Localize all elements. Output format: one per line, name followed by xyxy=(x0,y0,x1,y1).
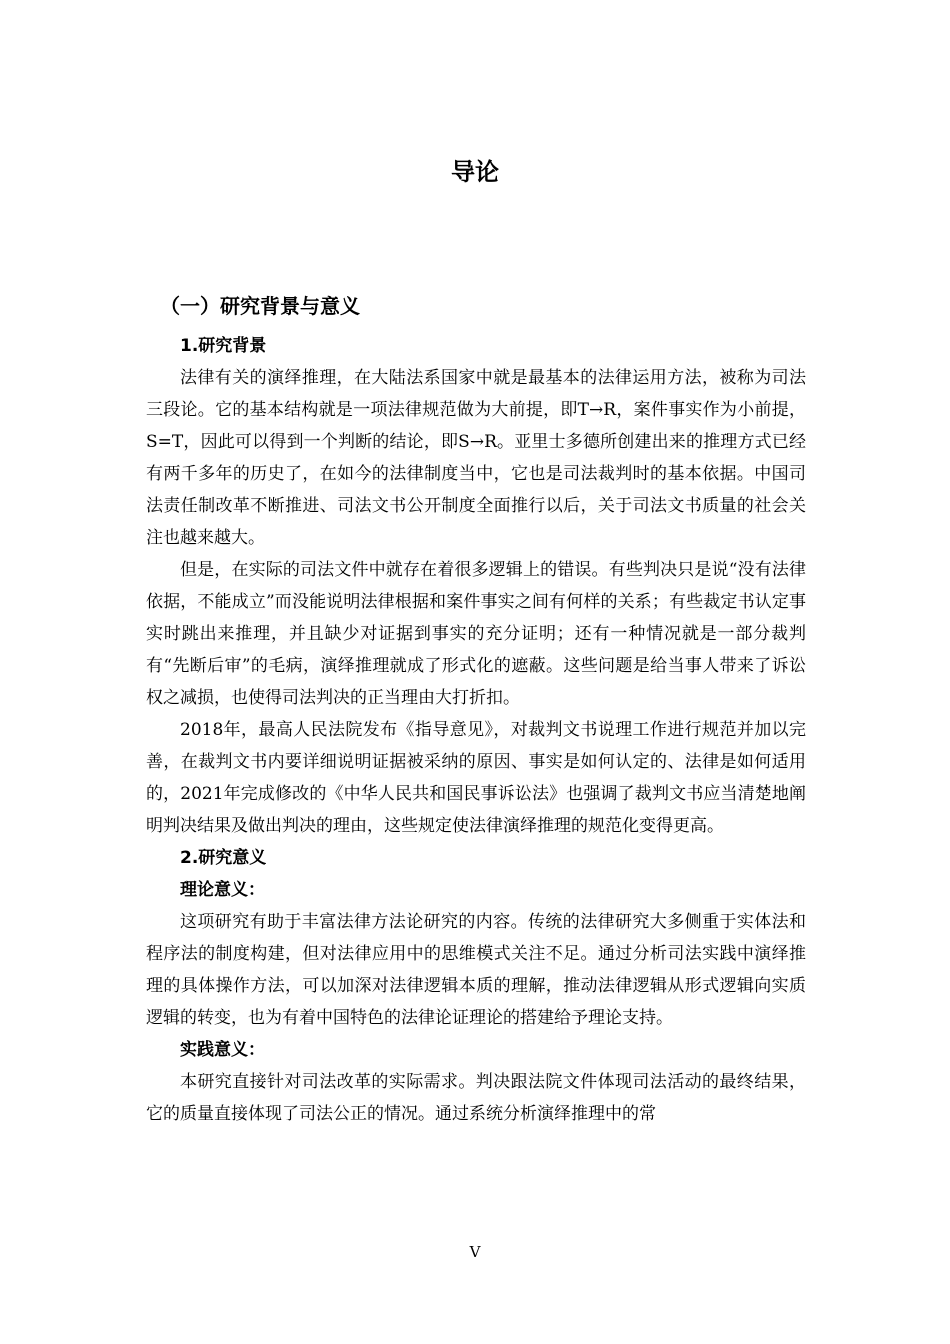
subsection-heading-background: 1.研究背景 xyxy=(180,336,267,356)
document-body xyxy=(146,286,806,1130)
paragraph-practice: 本研究直接针对司法改革的实际需求。判决跟法院文件体现司法活动的最终结果，它的质量直接体现了司法公正的情况。通过系统分析演绎推理中的常 xyxy=(146,1072,806,1124)
paragraph-background-2: 但是，在实际的司法文件中就存在着很多逻辑上的错误。有些判决只是说“没有法律依据，不能成立”而没能说明法律根据和案件事实之间有何样的关系；有些裁定书认定事实时跳出来推理，并且缺少对证据到事实的充分证明；还有一种情况就是一部分裁判有“先断后审”的毛病，演绎推理就成了形式化的遮蔽。这些问题是给当事人带来了诉讼权之减损，也使得司法判决的正当理由大打折扣。 xyxy=(146,560,806,708)
paragraph-background-1: 法律有关的演绎推理，在大陆法系国家中就是最基本的法律运用方法，被称为司法三段论。它的基本结构就是一项法律规范做为大前提，即T→R，案件事实作为小前提，S=T，因此可以得到一个判断的结论，即S→R。亚里士多德所创建出来的推理方式已经有两千多年的历史了，在如今的法律制度当中，它也是司法裁判时的基本依据。中国司法责任制改革不断推进、司法文书公开制度全面推行以后，关于司法文书质量的社会关注也越来越大。 xyxy=(146,368,806,548)
paragraph-background-3: 2018年，最高人民法院发布《指导意见》，对裁判文书说理工作进行规范并加以完善，在裁判文书内要详细说明证据被采纳的原因、事实是如何认定的、法律是如何适用的，2021年完成修改的《中华人民共和国民事诉讼法》也强调了裁判文书应当清楚地阐明判决结果及做出判决的理由，这些规定使法律演绎推理的规范化变得更高。 xyxy=(146,720,806,836)
theory-significance-heading: 理论意义： xyxy=(180,880,265,900)
paragraph-theory: 这项研究有助于丰富法律方法论研究的内容。传统的法律研究大多侧重于实体法和程序法的制度构建，但对法律应用中的思维模式关注不足。通过分析司法实践中演绎推理的具体操作方法，可以加深对法律逻辑本质的理解，推动法律逻辑从形式逻辑向实质逻辑的转变，也为有着中国特色的法律论证理论的搭建给予理论支持。 xyxy=(146,912,806,1028)
page-number: V xyxy=(469,1243,481,1261)
section-heading: （一）研究背景与意义 xyxy=(160,294,360,318)
subsection-heading-significance: 2.研究意义 xyxy=(180,848,267,868)
practice-significance-heading: 实践意义： xyxy=(180,1040,265,1060)
page-title: 导论 xyxy=(451,158,499,186)
